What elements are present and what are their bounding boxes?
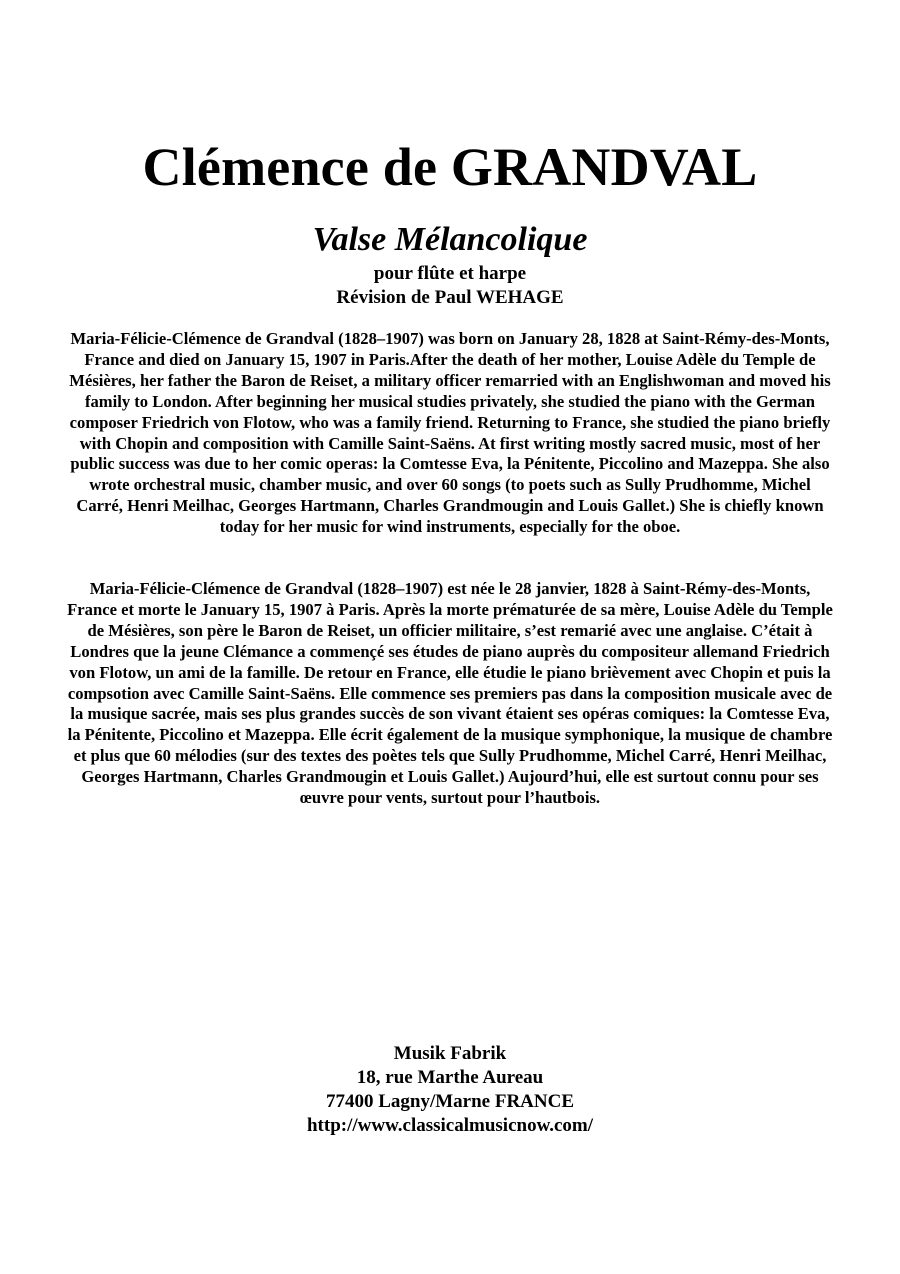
publisher-website: http://www.classicalmusicnow.com/ <box>306 1115 594 1136</box>
revision-credit: Révision de Paul WEHAGE <box>336 287 564 308</box>
publisher-name: Musik Fabrik <box>393 1043 507 1064</box>
instrumentation: pour flûte et harpe <box>373 263 527 284</box>
publisher-city: 77400 Lagny/Marne FRANCE <box>325 1091 575 1112</box>
composer-name: Clémence de GRANDVAL <box>142 137 758 197</box>
biography-french: Maria-Félicie-Clémence de Grandval (1828–1907) est née le 28 janvier, 1828 à Saint-Rémy-des-Monts, France et morte le January 15, 1907 à Paris. Après la morte prématurée de sa mère, Louise Adèle du Temple de Mésières, son père le Baron de Reiset, un officier militaire, s’est remarié avec une anglaise. C’était à Londres que la jeune Clémance a commençé ses études de piano auprès du compositeur allemand Friedrich von Flotow, un ami de la famille. De retour en France, elle étudie le piano brièvement avec Chopin et puis la compsotion avec Camille Saint-Saëns. Elle commence ses premiers pas dans la composition musicale avec de la musique sacrée, mais ses plus grandes succès de son vivant étaient ses opéras comiques: la Comtesse Eva, la Pénitente, Piccolino et Mazeppa. Elle écrit également de la musique symphonique, la musique de chambre et plus que 60 mélodies (sur des textes des poètes tels que Sully Prudhomme, Michel Carré, Henri Meilhac, Georges Hartmann, Charles Grandmougin et Louis Gallet.) Aujourd’hui, elle est surtout connu pour ses œuvre pour vents, surtout pour l’hautbois. <box>67 579 833 808</box>
publisher-block <box>0 1042 900 1138</box>
work-title: Valse Mélancolique <box>312 221 588 258</box>
publisher-street: 18, rue Marthe Aureau <box>356 1067 544 1088</box>
biography-english: Maria-Félicie-Clémence de Grandval (1828–1907) was born on January 28, 1828 at Saint-Rémy-des-Monts, France and died on January 15, 1907 in Paris.After the death of her mother, Louise Adèle du Temple de Mésières, her father the Baron de Reiset, a military officer remarried with an Englishwoman and moved his family to London. After beginning her musical studies privately, she studied the piano with the German composer Friedrich von Flotow, who was a family friend. Returning to France, she studied the piano briefly with Chopin and composition with Camille Saint-Saëns. At first writing mostly sacred music, most of her public success was due to her comic operas: la Comtesse Eva, la Pénitente, Piccolino and Mazeppa. She also wrote orchestral music, chamber music, and over 60 songs (to poets such as Sully Prudhomme, Michel Carré, Henri Meilhac, Georges Hartmann, Charles Grandmougin and Louis Gallet.) She is chiefly known today for her music for wind instruments, especially for the oboe. <box>69 329 831 537</box>
